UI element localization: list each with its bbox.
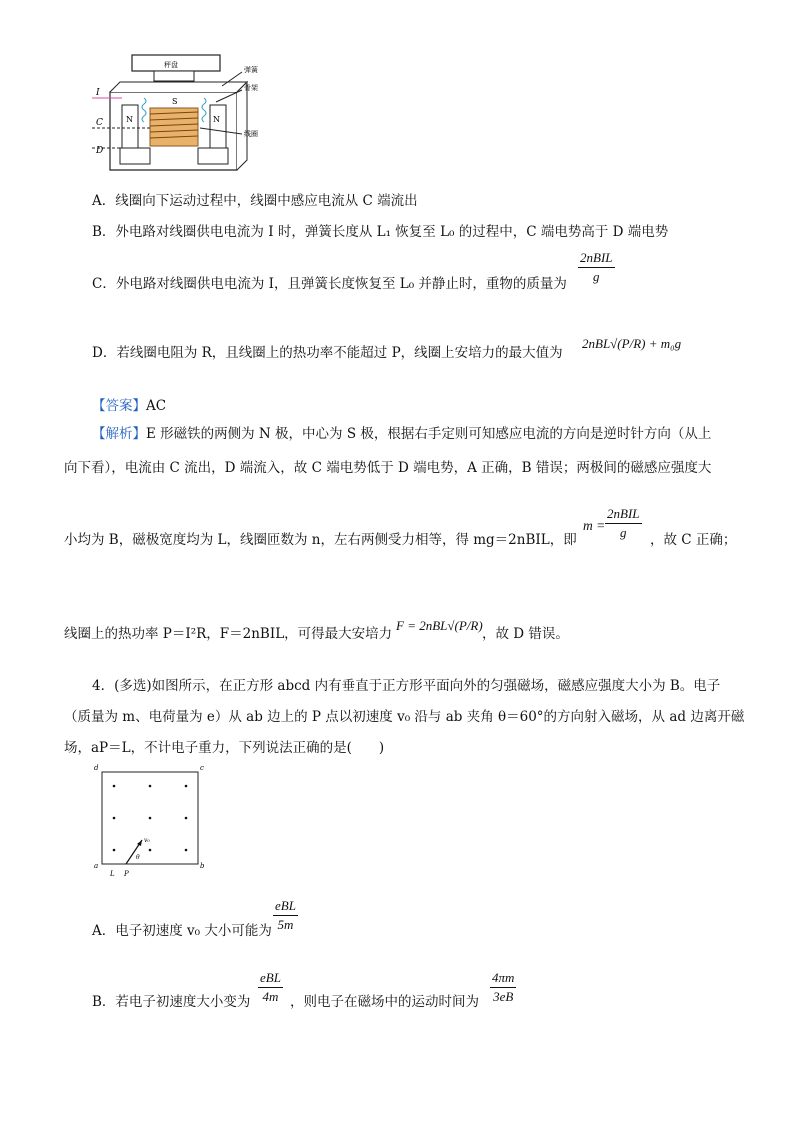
q4-stem-line-2: （质量为 m、电荷量为 e）从 ab 边上的 P 点以初速度 v₀ 沿与 ab 夹角 θ＝60°的方向射入磁场，从 ad 边离开磁 [64,709,745,725]
terminal-c-label: C [96,118,103,128]
q3-option-b: B．外电路对线圈供电电流为 I 时，弹簧长度从 L₁ 恢复至 L₀ 的过程中，C 端电势高于 D 端电势 [92,224,669,240]
q3-option-c: C．外电路对线圈供电电流为 I，且弹簧长度恢复至 L₀ 并静止时，重物的质量为 [92,276,567,292]
corner-d: d [94,764,99,772]
pole-s: S [172,97,178,106]
q4-option-a-fraction [273,898,298,933]
angle-theta: θ [136,854,140,861]
answer-tag: 【答案】 [92,398,146,414]
point-p: P [124,870,129,878]
corner-a: a [94,862,99,870]
corner-b: b [200,862,205,870]
fraction-numerator: 2nBIL [607,506,640,521]
analysis-line-1 [92,424,711,444]
spring-label: 弹簧 [244,66,258,74]
fraction-denominator: g [593,269,600,284]
fraction-numerator: eBL [275,898,296,913]
q4-option-b-mid: ，则电子在磁场中的运动时间为 [290,994,479,1010]
analysis-line-4-suffix: ，故 D 错误。 [482,626,569,642]
analysis-fraction [605,506,642,541]
pole-n-left: N [126,115,133,124]
fraction-denominator: 3eB [493,989,514,1004]
current-label: I [96,88,100,98]
q3-option-d: D．若线圈电阻为 R，且线圈上的热功率不能超过 P，线圈上安培力的最大值为 [92,345,563,361]
tray-label: 秤盘 [164,61,178,69]
analysis-line-4: 线圈上的热功率 P＝I²R，F＝2nBIL，可得最大安培力 [64,626,393,642]
answer-line [92,396,166,416]
analysis-tag: 【解析】 [92,426,146,442]
frame-label: 骨架 [244,84,258,92]
terminal-d-label: D [96,146,104,156]
analysis-formula-left: m = [583,518,606,533]
fraction-denominator: g [620,525,627,540]
analysis-text-1: E 形磁铁的两侧为 N 极，中心为 S 极，根据右手定则可知感应电流的方向是逆时针方向（从上 [146,426,712,442]
answer-value: AC [146,398,167,414]
fraction-denominator: 4m [262,989,279,1004]
q4-stem-line-1: 4．(多选)如图所示，在正方形 abcd 内有垂直于正方形平面向外的匀强磁场，磁感应强度大小为 B。电子 [92,678,721,694]
corner-c: c [200,764,204,772]
fraction-numerator: 4πm [492,970,515,985]
analysis-formula-f: F = 2nBL√(P/R) [396,618,483,633]
square-field-figure [90,762,210,880]
fraction-numerator: eBL [260,970,281,985]
analysis-line-3: 小均为 B，磁极宽度均为 L，线圈匝数为 n，左右两侧受力相等，得 mg＝2nBIL，即 [64,532,577,548]
analysis-line-2: 向下看），电流由 C 流出，D 端流入，故 C 端电势低于 D 端电势，A 正确，B 错误；两极间的磁感应强度大 [64,460,712,476]
q4-option-a: A．电子初速度 v₀ 大小可能为 [92,923,272,939]
coil-label: 线圈 [244,130,258,138]
length-l: L [110,870,115,878]
q4-option-b-fraction-2 [490,970,516,1005]
q3-option-c-fraction [578,250,615,285]
fraction-denominator: 5m [277,917,294,932]
q4-option-b: B．若电子初速度大小变为 [92,994,251,1010]
pole-n-right: N [213,115,220,124]
magnet-scale-figure [92,50,282,180]
velocity-label: v₀ [144,837,150,844]
q3-option-d-formula: 2nBL√(P/R) + m₀g [582,336,682,351]
fraction-numerator: 2nBIL [580,250,613,265]
analysis-line-3-suffix: ，故 C 正确； [650,532,737,548]
q3-option-a: A．线圈向下运动过程中，线圈中感应电流从 C 端流出 [92,193,418,209]
q4-stem-line-3: 场，aP＝L，不计电子重力，下列说法正确的是( ) [64,740,385,756]
q4-option-b-fraction-1 [258,970,283,1005]
